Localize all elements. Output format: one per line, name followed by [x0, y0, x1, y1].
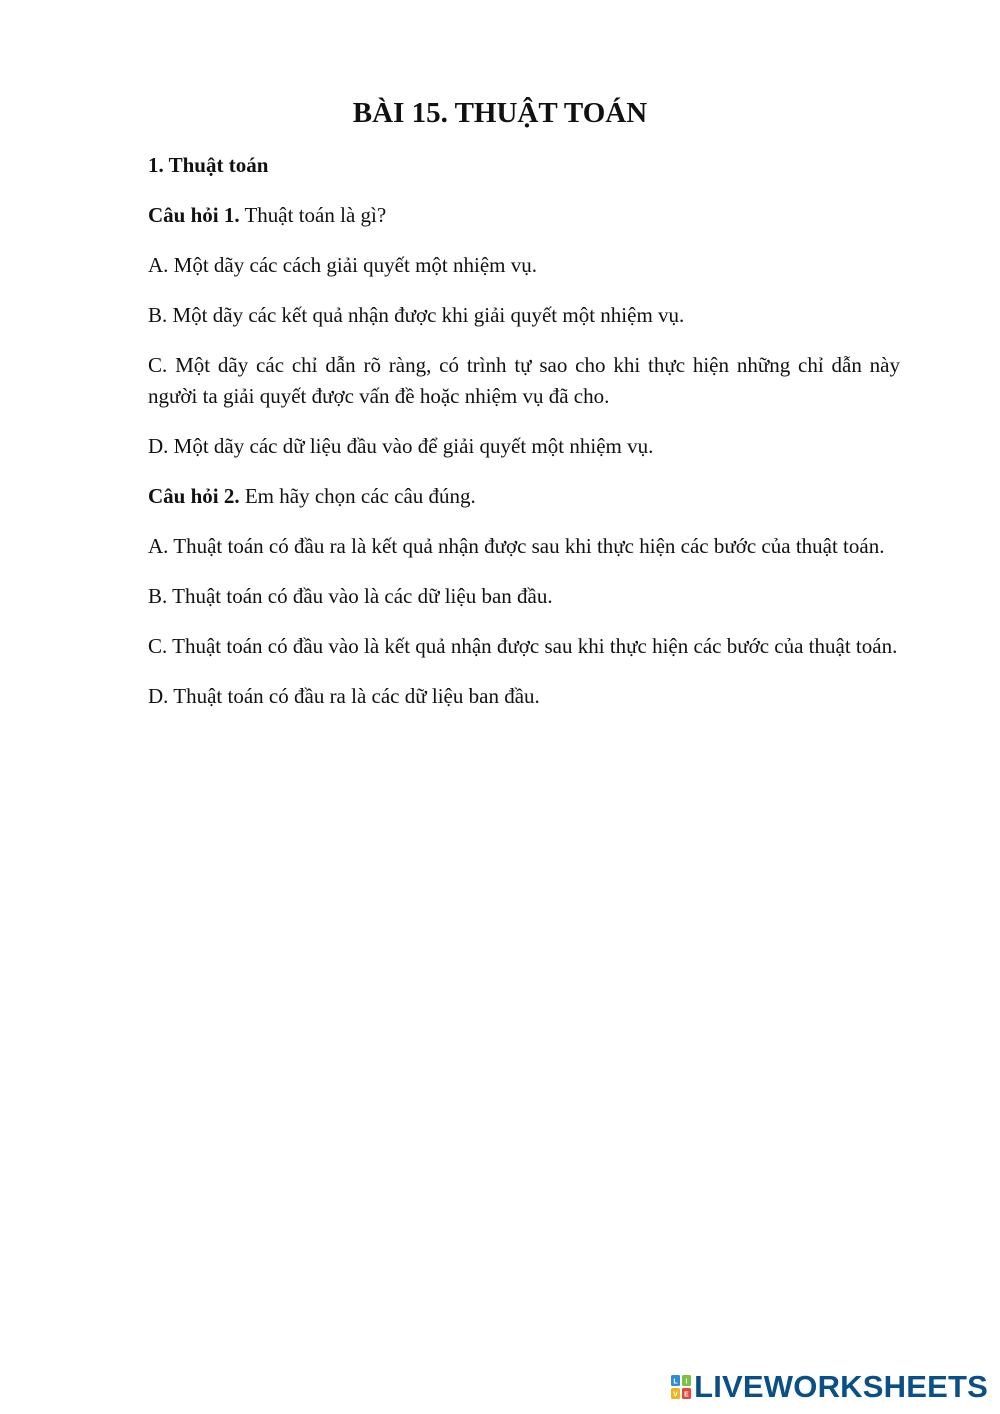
- question-2: [148, 481, 900, 512]
- svg-text:E: E: [684, 1391, 689, 1399]
- question-2-option-a: A. Thuật toán có đầu ra là kết quả nhận được sau khi thực hiện các bước của thuật toán.: [148, 534, 885, 558]
- question-2-label: Câu hỏi 2.: [148, 484, 240, 508]
- brand-name: LIVEWORKSHEETS: [694, 1369, 988, 1404]
- question-2-option-d: D. Thuật toán có đầu ra là các dữ liệu ban đầu.: [148, 684, 540, 708]
- section-heading: 1. Thuật toán: [148, 153, 269, 177]
- question-1-option-a: A. Một dãy các cách giải quyết một nhiệm vụ.: [148, 253, 537, 277]
- question-1-text: Thuật toán là gì?: [239, 203, 387, 227]
- question-1: [148, 200, 900, 231]
- question-2-option-b: B. Thuật toán có đầu vào là các dữ liệu ban đầu.: [148, 584, 553, 608]
- liveworksheets-brand: [671, 1369, 988, 1404]
- question-1-option-d: D. Một dãy các dữ liệu đầu vào để giải quyết một nhiệm vụ.: [148, 434, 654, 458]
- question-2-option-c: C. Thuật toán có đầu vào là kết quả nhận được sau khi thực hiện các bước của thuật toán.: [148, 634, 898, 658]
- svg-text:L: L: [673, 1378, 678, 1386]
- liveworksheets-logo-icon: [671, 1375, 691, 1399]
- page-title: BÀI 15. THUẬT TOÁN: [352, 97, 648, 129]
- svg-text:I: I: [685, 1378, 688, 1386]
- question-1-option-b: B. Một dãy các kết quả nhận được khi giải quyết một nhiệm vụ.: [148, 303, 685, 327]
- worksheet-content: [148, 150, 900, 731]
- question-2-text: Em hãy chọn các câu đúng.: [239, 484, 476, 508]
- svg-text:V: V: [673, 1391, 678, 1399]
- question-1-option-c: C. Một dãy các chỉ dẫn rõ ràng, có trình tự sao cho khi thực hiện những chỉ dẫn này người ta giải quyết được vấn đề hoặc nhiệm vụ đã cho.: [148, 353, 900, 408]
- question-1-label: Câu hỏi 1.: [148, 203, 240, 227]
